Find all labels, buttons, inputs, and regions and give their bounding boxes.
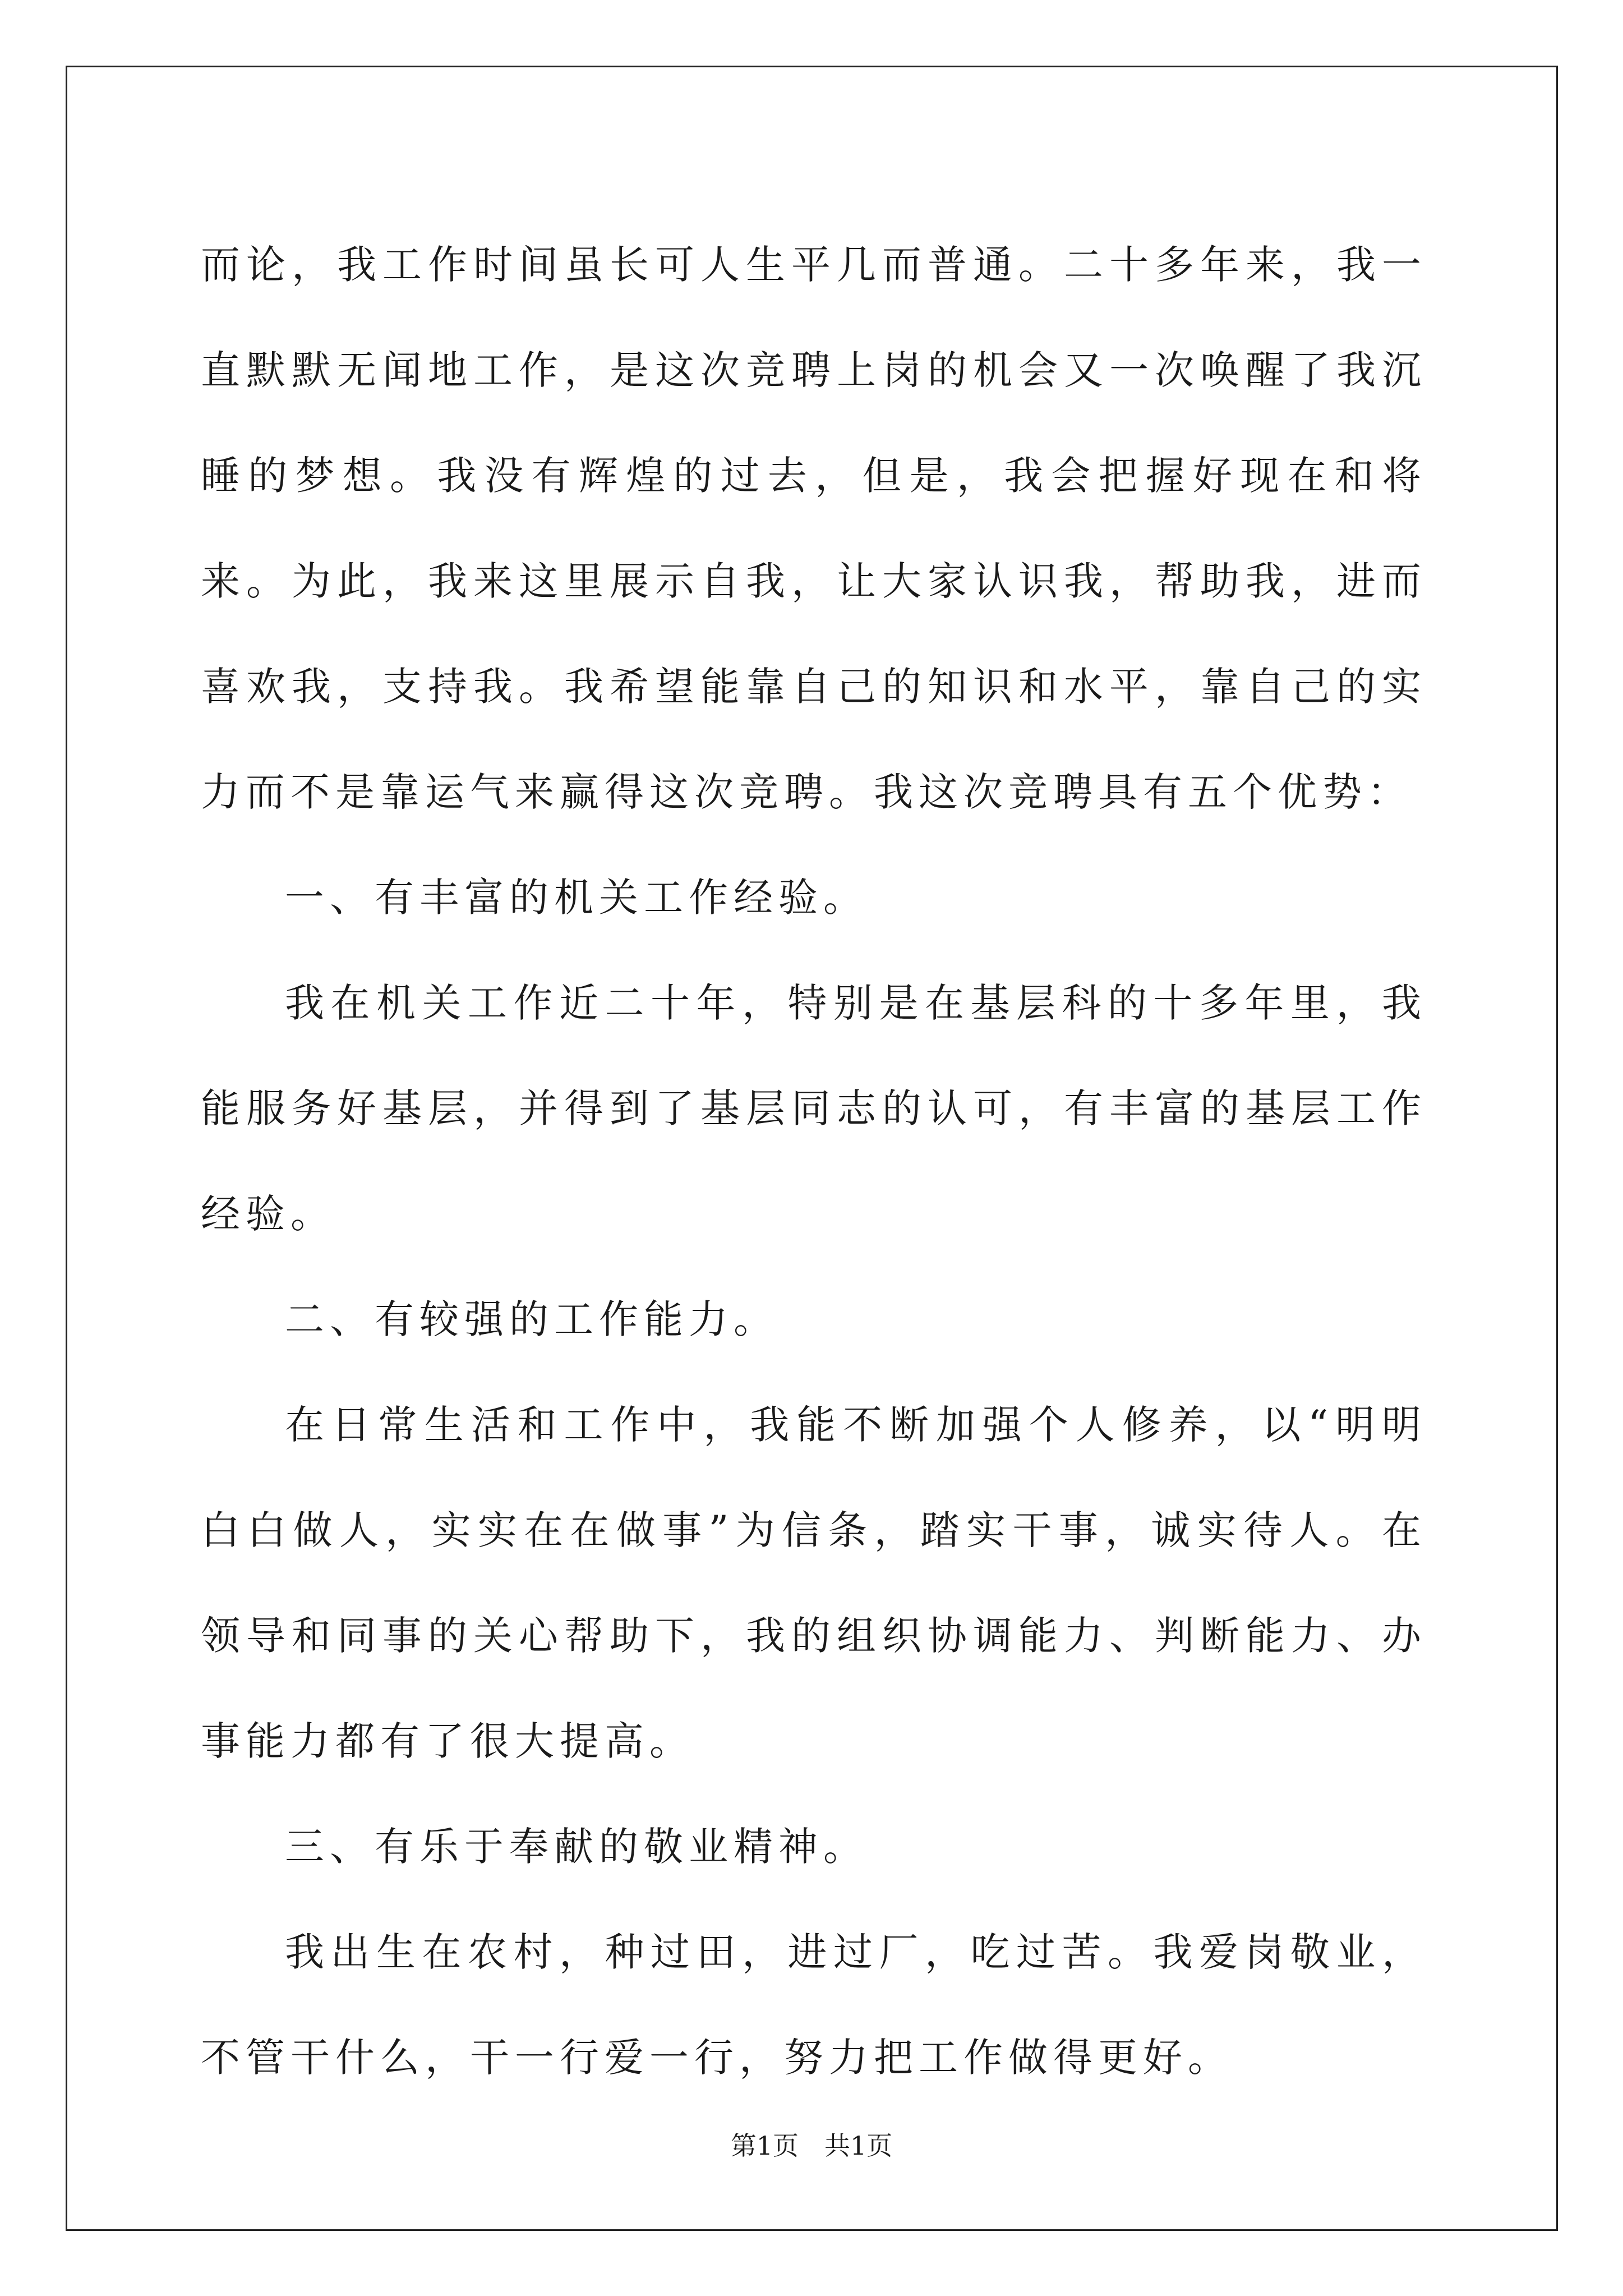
paragraph-advantage-1: 我在机关工作近二十年，特别是在基层科的十多年里，我能服务好基层，并得到了基层同志的认可，有丰富的基层工作经验。 [201, 980, 1427, 1237]
page-total: 共1页 [824, 2131, 893, 2161]
heading-advantage-1: 一、有丰富的机关工作经验。 [285, 875, 868, 921]
paragraph-intro: 而论，我工作时间虽长可人生平几而普通。二十多年来，我一直默默无闻地工作，是这次竞聘上岗的机会又一次唤醒了我沉睡的梦想。我没有辉煌的过去，但是，我会把握好现在和将来。为此，我来这里展示自我，让大家认识我，帮助我，进而喜欢我，支持我。我希望能靠自己的知识和水平，靠自己的实力而不是靠运气来赢得这次竞聘。我这次竞聘具有五个优势： [201, 242, 1427, 815]
heading-advantage-2: 二、有较强的工作能力。 [285, 1296, 778, 1342]
heading-advantage-3: 三、有乐于奉献的敬业精神。 [285, 1824, 868, 1870]
paragraph-advantage-3: 我出生在农村，种过田，进过厂，吃过苦。我爱岗敬业，不管干什么，干一行爱一行，努力把工作做得更好。 [201, 1929, 1427, 2081]
paragraph-advantage-2: 在日常生活和工作中，我能不断加强个人修养，以“明明白白做人，实实在在做事”为信条，踏实干事，诚实待人。在领导和同事的关心帮助下，我的组织协调能力、判断能力、办事能力都有了很大提高。 [201, 1402, 1427, 1764]
page-footer [0, 2129, 1623, 2162]
document-body [201, 212, 1427, 2110]
page-number: 第1页 [730, 2131, 799, 2161]
